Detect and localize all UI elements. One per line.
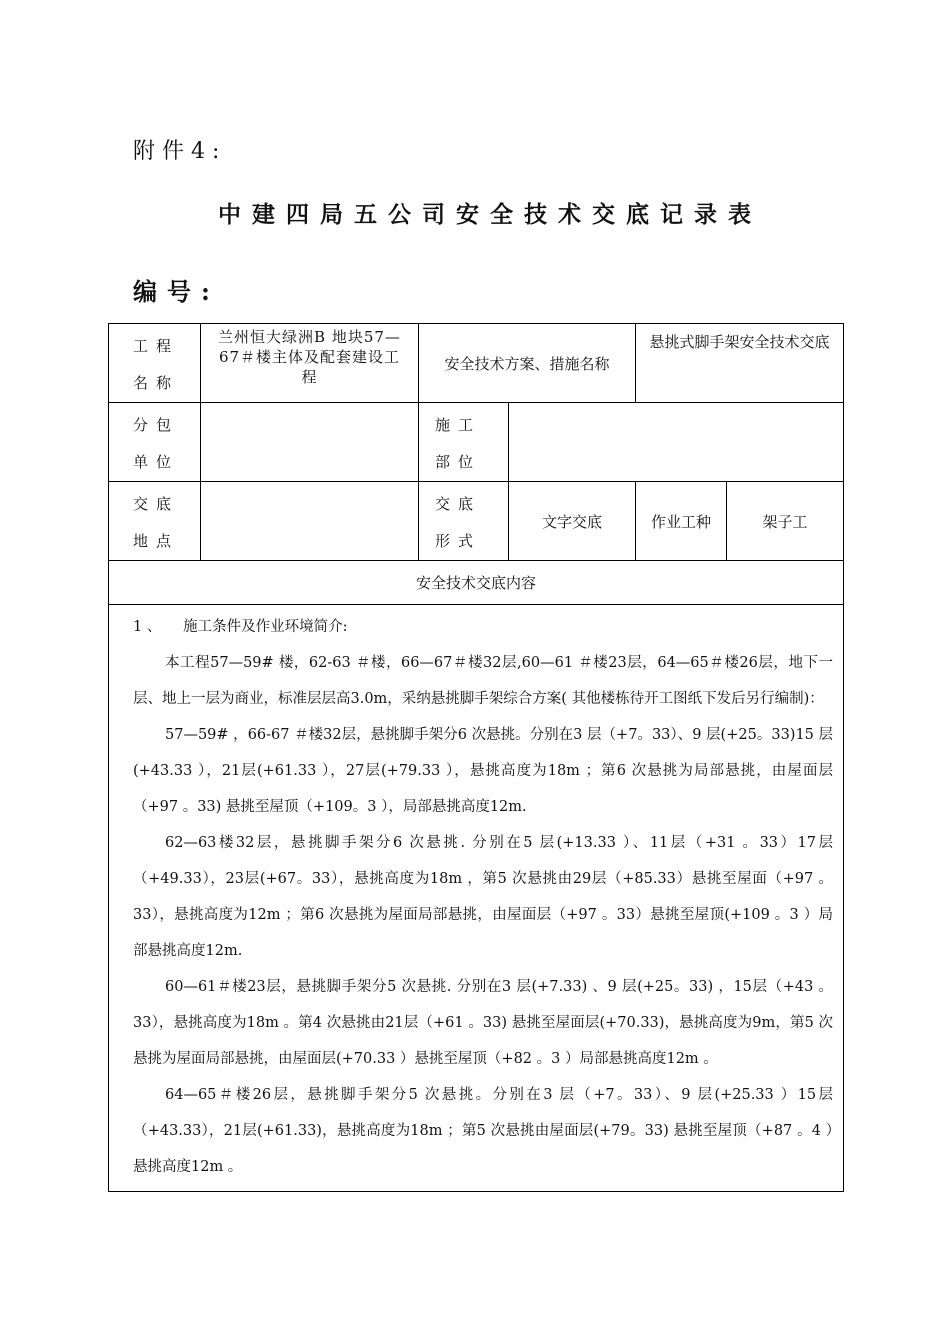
disclosure-form-label: 交底形式: [419, 482, 509, 561]
subcontractor-value: [201, 403, 419, 482]
measure-name-label: 安全技术方案、措施名称: [419, 324, 636, 403]
number-label: 编号:: [133, 277, 220, 306]
location-label: 交底地点: [109, 482, 201, 561]
project-name-value: 兰州恒大绿洲B 地块57—67＃楼主体及配套建设工程: [201, 324, 419, 403]
section-heading: 1 、 施工条件及作业环境简介:: [133, 619, 348, 635]
paragraph-57-59: 57—59# ，66-67 ＃楼32层，悬挑脚手架分6 次悬挑。分别在3 层（+7。33）、9 层(+25。33)15 层(+43.33 ），21层(+61.33 ），27层(+79.33 ），悬挑高度为18m ；第6 次悬挑为局部悬挑，由屋面层（+97 。33) 悬挑至屋顶（+109。3 ），局部悬挑高度12m.: [133, 727, 834, 815]
paragraph-60-61: 60—61＃楼23层，悬挑脚手架分5 次悬挑. 分别在3 层(+7.33) 、9 层(+25。33) ，15层（+43 。33），悬挑高度为18m 。第4 次悬挑由21层（+61 。33) 悬挑至屋面层(+70.33)，悬挑高度为9m，第5 次悬挑为屋面局部悬挑，由屋面层(+70.33 ）悬挑至屋顶（+82 。3 ）局部悬挑高度12m 。: [133, 979, 834, 1067]
location-value: [201, 482, 419, 561]
paragraph-64-65: 64—65＃楼26层，悬挑脚手架分5 次悬挑。分别在3 层（+7。33）、9 层(+25.33 ）15层（+43.33），21层(+61.33)，悬挑高度为18m ；第5 次悬挑由屋面层(+79。33) 悬挑至屋顶（+87 。4 ）悬挑高度12m 。: [133, 1087, 834, 1175]
trade-value: 架子工: [727, 482, 844, 561]
paragraph-62-63: 62—63楼32层，悬挑脚手架分6 次悬挑. 分别在5 层(+13.33 ）、11层（+31 。33）17层（+49.33），23层(+67。33），悬挑高度为18m ，第5 次悬挑由29层（+85.33）悬挑至屋面（+97 。33），悬挑高度为12m ；第6 次悬挑为屋面局部悬挑，由屋面层（+97 。33）悬挑至屋顶(+109 。3 ）局部悬挑高度12m.: [133, 835, 834, 959]
content-header: 安全技术交底内容: [109, 561, 844, 605]
disclosure-content: [109, 605, 844, 1192]
subcontractor-label: 分包单位: [109, 403, 201, 482]
safety-disclosure-table: [108, 323, 844, 1192]
trade-label: 作业工种: [636, 482, 727, 561]
attachment-label: 附件4:: [133, 139, 227, 164]
project-name-label: 工程名称: [109, 324, 201, 403]
document-title: 中建四局五公司安全技术交底记录表: [218, 201, 762, 228]
construction-part-value: [509, 403, 844, 482]
measure-name-value: 悬挑式脚手架安全技术交底: [636, 324, 844, 403]
disclosure-form-value: 文字交底: [509, 482, 636, 561]
paragraph-overview: 本工程57—59# 楼，62-63 ＃楼，66—67＃楼32层,60—61 ＃楼23层，64—65＃楼26层，地下一层、地上一层为商业，标准层层高3.0m，采纳悬挑脚手架综合方案( 其他楼栋待开工图纸下发后另行编制)：: [133, 655, 834, 707]
construction-part-label: 施工部位: [419, 403, 509, 482]
